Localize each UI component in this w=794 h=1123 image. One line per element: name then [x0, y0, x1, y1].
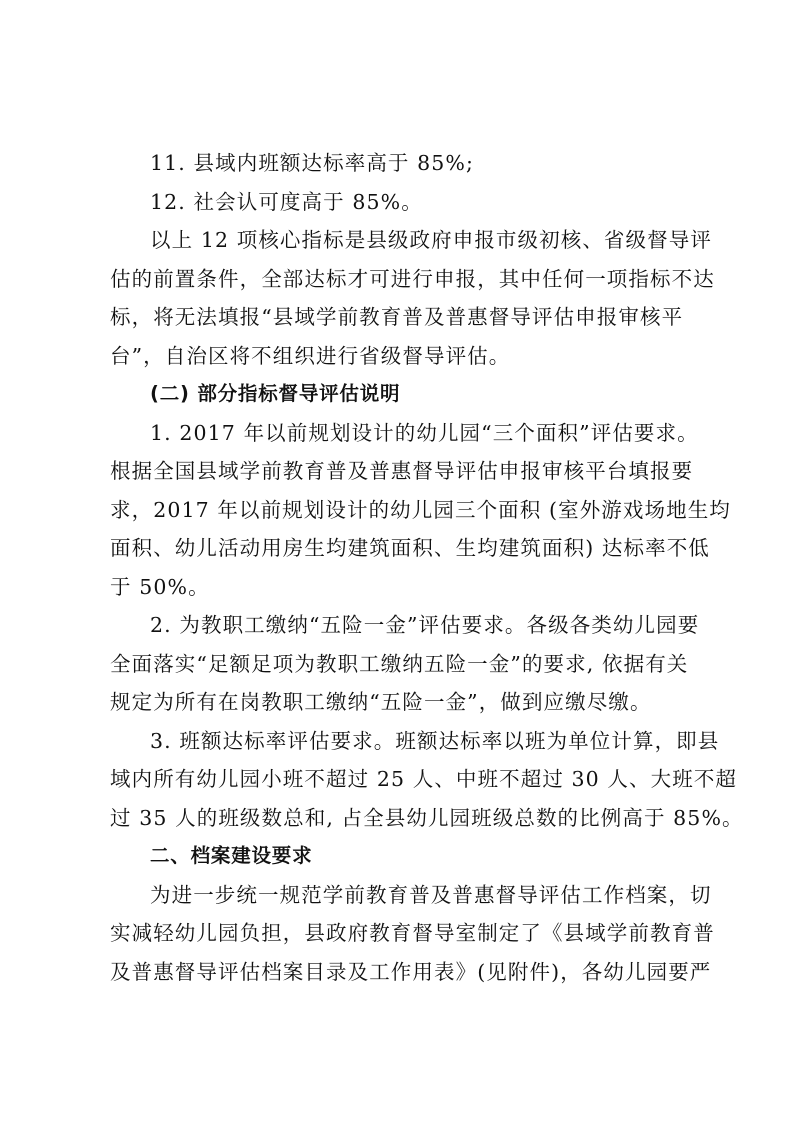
paragraph-line: 标，将无法填报“县域学前教育普及普惠督导评估申报审核平 — [110, 305, 684, 329]
section-heading-sub: (二) 部分指标督导评估说明 — [150, 382, 401, 405]
paragraph-line: 为进一步统一规范学前教育普及普惠督导评估工作档案，切 — [150, 882, 712, 907]
list-item-12: 12. 社会认可度高于 85%。 — [150, 189, 423, 214]
paragraph-line: 面积、幼儿活动用房生均建筑面积、生均建筑面积) 达标率不低 — [110, 536, 710, 560]
paragraph-line: 全面落实“足额足项为教职工缴纳五险一金”的要求, 依据有关 — [110, 651, 689, 676]
paragraph-line: 1. 2017 年以前规划设计的幼儿园“三个面积”评估要求。 — [150, 420, 699, 445]
list-item-11: 11. 县域内班额达标率高于 85%; — [150, 151, 475, 175]
paragraph-line: 于 50%。 — [110, 574, 210, 599]
paragraph-line: 估的前置条件，全部达标才可进行申报，其中任何一项指标不达 — [110, 266, 715, 291]
document-body — [110, 144, 744, 991]
paragraph-line: 过 35 人的班级数总和, 占全县幼儿园班级总数的比例高于 85%。 — [110, 805, 744, 830]
paragraph-line: 台”，自治区将不组织进行省级督导评估。 — [110, 343, 511, 368]
paragraph-line: 3. 班额达标率评估要求。班额达标率以班为单位计算，即县 — [150, 728, 720, 753]
paragraph-line: 实减轻幼儿园负担，县政府教育督导室制定了《县域学前教育普 — [110, 921, 715, 945]
paragraph-line: 根据全国县域学前教育普及普惠督导评估申报审核平台填报要 — [110, 459, 694, 483]
paragraph-line: 2. 为教职工缴纳“五险一金”评估要求。各级各类幼儿园要 — [150, 613, 700, 637]
paragraph-line: 求，2017 年以前规划设计的幼儿园三个面积 (室外游戏场地生均 — [110, 497, 731, 522]
paragraph-line: 以上 12 项核心指标是县级政府申报市级初核、省级督导评 — [150, 228, 712, 252]
paragraph-line: 规定为所有在岗教职工缴纳“五险一金”，做到应缴尽缴。 — [110, 690, 652, 714]
section-heading: 二、档案建设要求 — [150, 844, 313, 867]
paragraph-line: 域内所有幼儿园小班不超过 25 人、中班不超过 30 人、大班不超 — [110, 767, 738, 791]
paragraph-line: 及普惠督导评估档案目录及工作用表》(见附件)，各幼儿园要严 — [110, 959, 712, 984]
